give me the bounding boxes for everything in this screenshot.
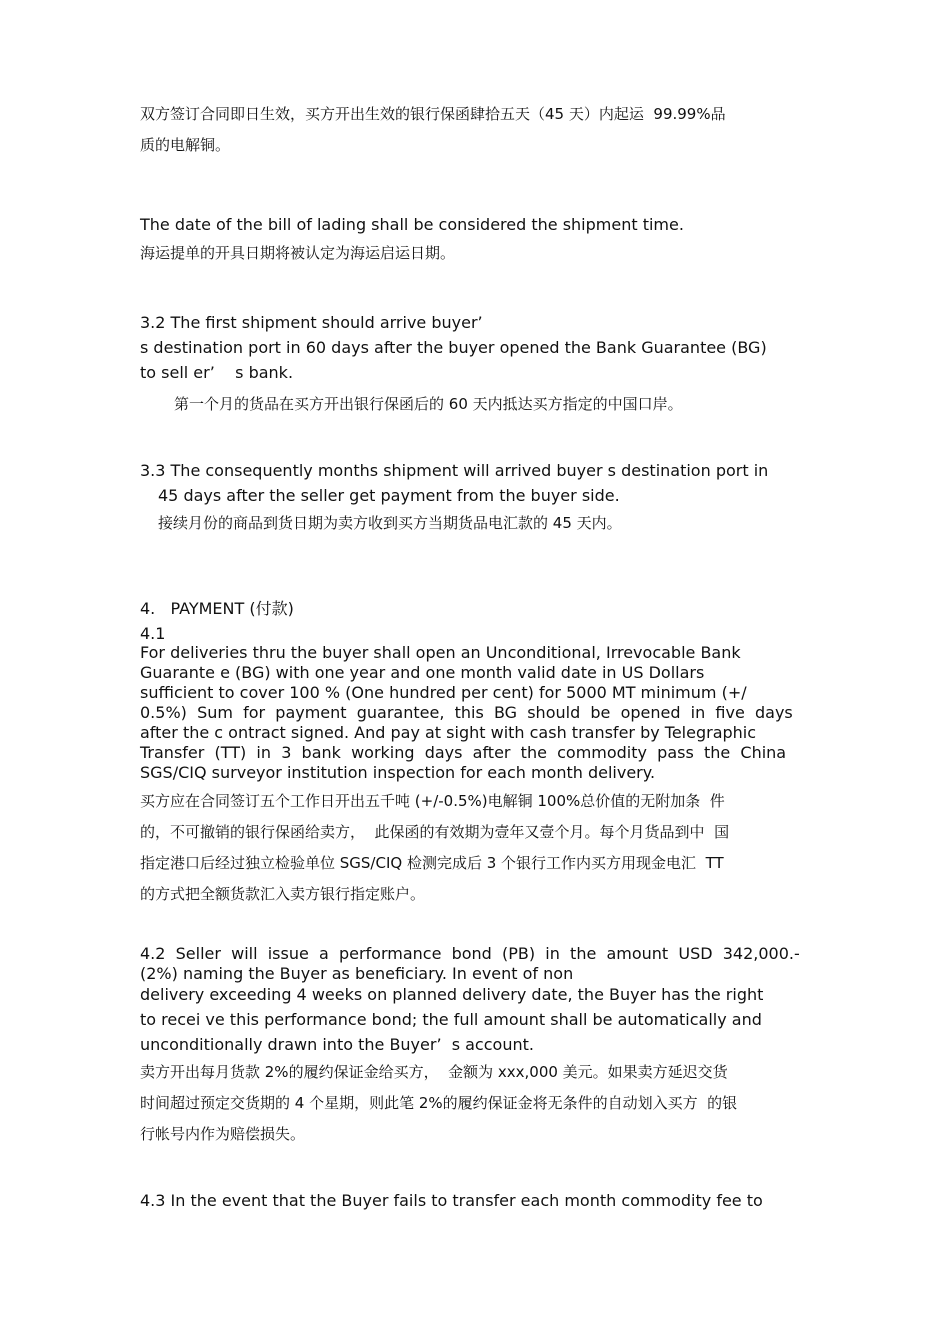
clause-4-2-en-part1 (140, 944, 812, 984)
clause-4-3-en (140, 1188, 812, 1213)
text-line: Transfer (TT) in 3 bank working days after the commodity pass the China (140, 743, 787, 762)
text-line: 的方式把全额货款汇入卖方银行指定账户。 (140, 885, 426, 903)
text-line: 时间超过预定交货期的 4 个星期，则此笔 2%的履约保证金将无条件的自动划入买方 的银 (140, 1094, 738, 1112)
text-line: (2%) naming the Buyer as beneficiary. In event of non (140, 964, 574, 983)
section-4-heading (140, 599, 812, 619)
clause-4-2-en-part2 (140, 982, 812, 1057)
text-line: 3.3 The consequently months shipment will arrived buyer s destination port in (140, 461, 769, 480)
text-line: Guarante e (BG) with one year and one month valid date in US Dollars (140, 663, 705, 682)
clause-3-2-zh (140, 389, 846, 420)
text-line: to recei ve this performance bond; the full amount shall be automatically and (140, 1010, 762, 1029)
text-line: 行帐号内作为赔偿损失。 (140, 1125, 306, 1143)
clause-4-1-zh (140, 786, 812, 910)
text-line: 指定港口后经过独立检验单位 SGS/CIQ 检测完成后 3 个银行工作内买方用现金电汇 TT (140, 854, 724, 872)
text-line: 双方签订合同即日生效，买方开出生效的银行保函肆拾五天（45 天）内起运 99.99%品 (140, 105, 726, 123)
text-line: 0.5%) Sum for payment guarantee, this BG should be opened in five days (140, 703, 793, 722)
text-line: For deliveries thru the buyer shall open an Unconditional, Irrevocable Bank (140, 643, 741, 662)
clause-3-2-en (140, 310, 812, 385)
text-line: 4.3 In the event that the Buyer fails to transfer each month commodity fee to (140, 1191, 763, 1210)
text-line: 海运提单的开具日期将被认定为海运启运日期。 (140, 244, 456, 262)
text-line: 质的电解铜。 (140, 136, 231, 154)
text-line: 第一个月的货品在买方开出银行保函后的 60 天内抵达买方指定的中国口岸。 (174, 395, 683, 413)
text-line: after the c ontract signed. And pay at sight with cash transfer by Telegraphic (140, 723, 757, 742)
clause-4-2-zh (140, 1057, 812, 1150)
text-line: sufficient to cover 100 % (One hundred per cent) for 5000 MT minimum (+/ (140, 683, 747, 702)
text-line: 45 days after the seller get payment from the buyer side. (158, 486, 620, 505)
heading-text: 4. PAYMENT (付款) (140, 599, 294, 618)
text-line: SGS/CIQ surveyor institution inspection for each month delivery. (140, 763, 656, 782)
text-line: 买方应在合同签订五个工作日开出五千吨 (+/-0.5%)电解铜 100%总价值的无附加条 件 (140, 792, 725, 810)
text-line: s destination port in 60 days after the buyer opened the Bank Guarantee (BG) (140, 338, 767, 357)
text-line: 卖方开出每月货款 2%的履约保证金给买方， 金额为 xxx,000 美元。如果卖方延迟交货 (140, 1063, 728, 1081)
bill-of-lading-paragraph-zh (140, 238, 812, 269)
clause-4-1-number (140, 624, 812, 644)
text-line: unconditionally drawn into the Buyer’ s account. (140, 1035, 534, 1054)
clause-3-3-en (140, 458, 812, 508)
text-line: to sell er’ s bank. (140, 363, 294, 382)
clause-3-3-zh (140, 508, 830, 539)
text-line: delivery exceeding 4 weeks on planned delivery date, the Buyer has the right (140, 985, 764, 1004)
text-line: 3.2 The first shipment should arrive buyer’ (140, 313, 483, 332)
text-line: 接续月份的商品到货日期为卖方收到买方当期货品电汇款的 45 天内。 (158, 514, 622, 532)
effective-date-paragraph-zh (140, 99, 812, 161)
text-line: 的，不可撤销的银行保函给卖方， 此保函的有效期为壹年又壹个月。每个月货品到中 国 (140, 823, 730, 841)
clause-4-1-en (140, 643, 812, 783)
bill-of-lading-paragraph-en (140, 212, 812, 237)
clause-number: 4.1 (140, 624, 166, 643)
text-line: The date of the bill of lading shall be considered the shipment time. (140, 215, 684, 234)
text-line: 4.2 Seller will issue a performance bond (PB) in the amount USD 342,000.- (140, 944, 800, 963)
